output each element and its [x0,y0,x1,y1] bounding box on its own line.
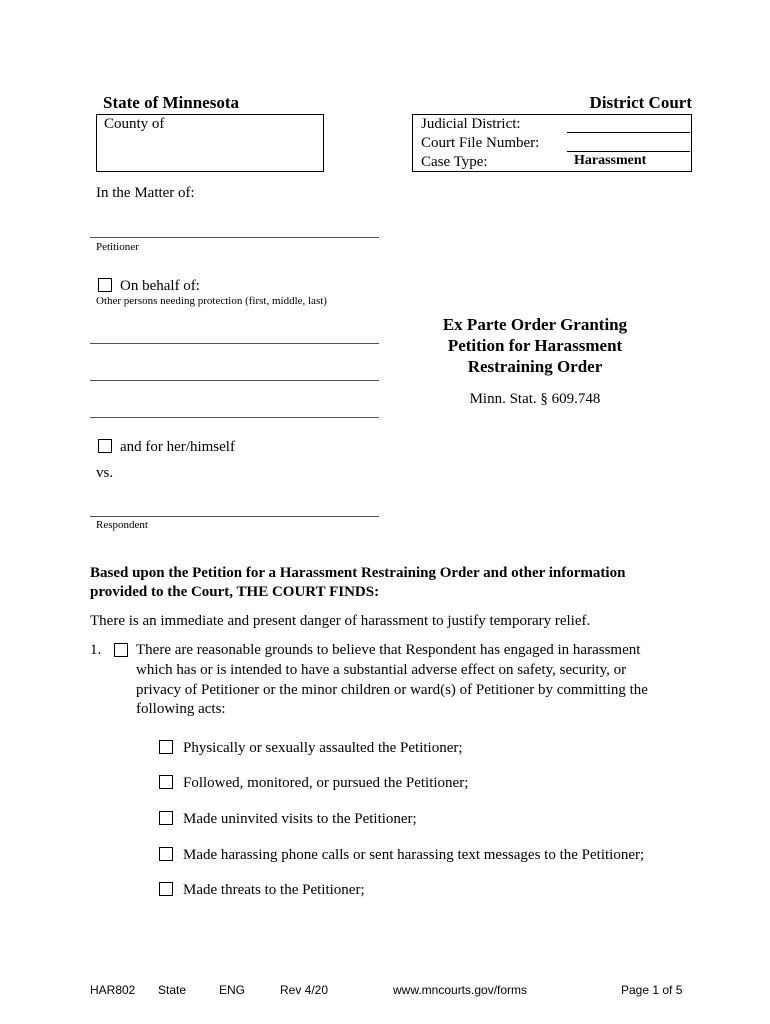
act-option [159,810,417,828]
item-1-line-1: There are reasonable grounds to believe that Respondent has engaged in harassment [136,642,641,658]
case-type-value: Harassment [574,153,647,168]
for-self-checkbox[interactable] [98,439,112,453]
order-title-line-1: Ex Parte Order Granting [442,315,628,334]
court-file-number-label: Court File Number: [421,135,540,151]
act-label: Followed, monitored, or pursued the Petitioner; [183,775,469,791]
act-checkbox-calls[interactable] [159,847,173,861]
item-1-line-3: privacy of Petitioner or the minor children or ward(s) of Petitioner by committing the [136,682,648,698]
order-title-line-3: Restraining Order [467,357,603,376]
other-person-field-1[interactable] [90,343,379,344]
judicial-district-label: Judicial District: [421,116,521,132]
order-title-line-2: Petition for Harassment [447,336,623,355]
findings-heading-line-1: Based upon the Petition for a Harassment Restraining Order and other information [90,565,626,581]
judicial-district-field[interactable] [567,132,690,133]
act-checkbox-assault[interactable] [159,740,173,754]
for-self-label: and for her/himself [120,439,235,455]
petitioner-name-field[interactable] [90,237,379,238]
findings-heading-line-2: provided to the Court, THE COURT FINDS: [90,584,380,600]
court-heading: District Court [589,93,692,112]
on-behalf-label: On behalf of: [120,278,200,294]
statute-reference: Minn. Stat. § 609.748 [469,391,601,407]
footer-website-link[interactable]: www.mncourts.gov/forms [393,983,528,997]
for-self-row [98,438,235,456]
footer-form-code: HAR802 [90,983,136,997]
item-1-line-4: following acts: [136,701,226,717]
on-behalf-checkbox[interactable] [98,278,112,292]
case-type-label: Case Type: [421,154,488,170]
petitioner-label: Petitioner [96,241,139,253]
act-checkbox-threats[interactable] [159,882,173,896]
county-label: County of [104,116,165,132]
on-behalf-row [98,277,200,295]
act-option [159,739,463,757]
state-heading: State of Minnesota [103,93,239,112]
act-option [159,774,468,792]
act-label: Made uninvited visits to the Petitioner; [183,811,417,827]
item-1-checkbox[interactable] [114,643,128,657]
act-label: Made threats to the Petitioner; [183,882,365,898]
act-checkbox-followed[interactable] [159,775,173,789]
act-option [159,881,365,899]
footer-language: ENG [219,983,246,997]
footer-page-number: Page 1 of 5 [621,983,683,997]
other-person-field-2[interactable] [90,380,379,381]
act-checkbox-visits[interactable] [159,811,173,825]
danger-statement: There is an immediate and present danger of harassment to justify temporary relief. [90,613,591,629]
respondent-name-field[interactable] [90,516,379,517]
matter-label: In the Matter of: [96,185,195,201]
other-person-field-3[interactable] [90,417,379,418]
item-1-line-2: which has or is intended to have a substantial adverse effect on safety, security, or [136,662,627,678]
order-title [430,314,640,377]
other-persons-label: Other persons needing protection (first, middle, last) [96,295,327,307]
footer-revision: Rev 4/20 [280,983,329,997]
respondent-label: Respondent [96,519,148,531]
vs-label: vs. [96,465,114,481]
court-file-number-field[interactable] [567,151,690,152]
footer-jurisdiction: State [158,983,187,997]
item-1-number: 1. [90,642,102,658]
act-label: Made harassing phone calls or sent harassing text messages to the Petitioner; [183,847,645,863]
act-label: Physically or sexually assaulted the Petitioner; [183,740,463,756]
act-option [159,846,644,864]
